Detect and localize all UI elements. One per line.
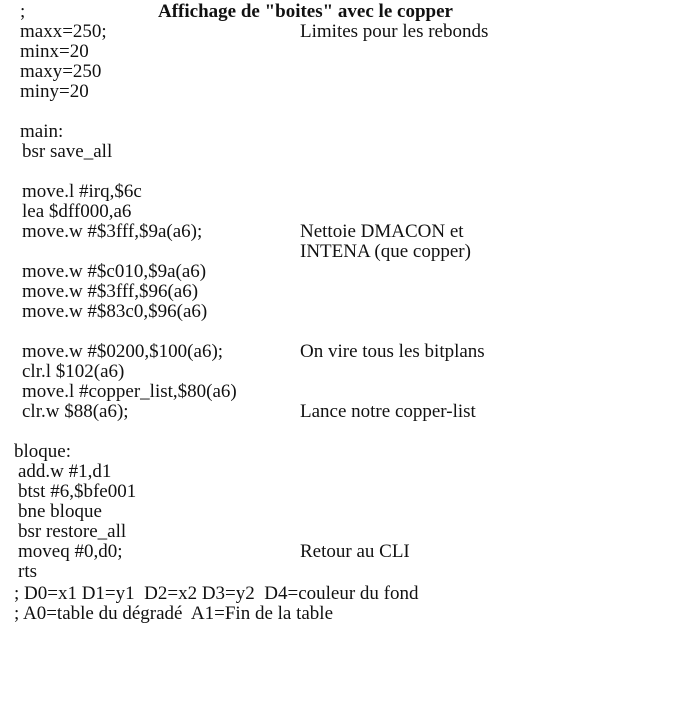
code-label: main: bbox=[20, 121, 64, 142]
code-line: bne bloque bbox=[18, 501, 102, 522]
code-line: minx=20 bbox=[20, 41, 89, 62]
code-line: maxy=250 bbox=[20, 61, 102, 82]
code-line: bsr restore_all bbox=[18, 521, 127, 542]
code-comment: Lance notre copper-list bbox=[300, 401, 476, 422]
listing-title: Affichage de "boites" avec le copper bbox=[158, 1, 453, 22]
code-line: btst #6,$bfe001 bbox=[18, 481, 137, 502]
code-line: bsr save_all bbox=[22, 141, 113, 162]
code-line: move.w #$3fff,$9a(a6); bbox=[22, 221, 203, 242]
code-line: move.l #irq,$6c bbox=[22, 181, 142, 202]
code-line: move.l #copper_list,$80(a6) bbox=[22, 381, 237, 402]
code-line: move.w #$3fff,$96(a6) bbox=[22, 281, 199, 302]
code-line: miny=20 bbox=[20, 81, 89, 102]
code-line: rts bbox=[18, 561, 37, 582]
code-line: move.w #$0200,$100(a6); bbox=[22, 341, 224, 362]
code-line: move.w #$83c0,$96(a6) bbox=[22, 301, 208, 322]
comment-line: ; A0=table du dégradé A1=Fin de la table bbox=[14, 603, 334, 624]
title-marker: ; bbox=[20, 1, 26, 22]
code-line: clr.l $102(a6) bbox=[22, 361, 125, 382]
code-comment: INTENA (que copper) bbox=[300, 241, 471, 262]
code-line: move.w #$c010,$9a(a6) bbox=[22, 261, 207, 282]
comment-line: ; D0=x1 D1=y1 D2=x2 D3=y2 D4=couleur du fond bbox=[14, 583, 419, 604]
code-label: bloque: bbox=[14, 441, 71, 462]
code-comment: Nettoie DMACON et bbox=[300, 221, 464, 242]
code-line: add.w #1,d1 bbox=[18, 461, 112, 482]
code-line: clr.w $88(a6); bbox=[22, 401, 129, 422]
code-line: maxx=250; bbox=[20, 21, 107, 42]
code-line: moveq #0,d0; bbox=[18, 541, 123, 562]
code-line: lea $dff000,a6 bbox=[22, 201, 132, 222]
code-comment: Retour au CLI bbox=[300, 541, 410, 562]
code-comment: Limites pour les rebonds bbox=[300, 21, 489, 42]
code-comment: On vire tous les bitplans bbox=[300, 341, 485, 362]
